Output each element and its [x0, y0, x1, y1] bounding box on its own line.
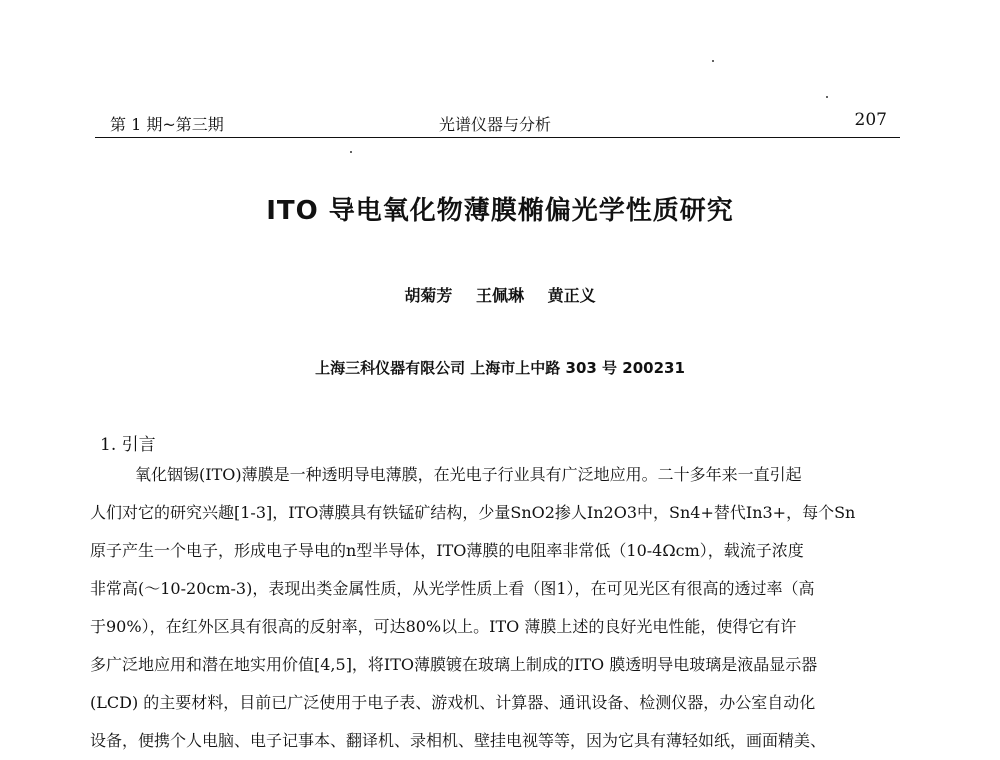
scan-speck — [712, 60, 714, 62]
running-header — [95, 110, 895, 134]
scan-speck — [350, 151, 352, 153]
author-list — [0, 283, 1000, 306]
paragraph-line: 氧化铟锡(ITO)薄膜是一种透明导电薄膜，在光电子行业具有广泛地应用。二十多年来一直引起 — [135, 465, 802, 484]
paragraph-line: 于90%），在红外区具有很高的反射率，可达80%以上。ITO 薄膜上述的良好光电性能，使得它有许 — [90, 617, 797, 636]
paragraph-line: (LCD) 的主要材料，目前已广泛使用于电子表、游戏机、计算器、通讯设备、检测仪器，办公室自动化 — [90, 693, 816, 712]
section-heading: 1. 引言 — [100, 435, 156, 455]
issue-label: 第 1 期~第三期 — [110, 115, 224, 134]
paragraph-line: 非常高(～10-20cm-3)，表现出类金属性质，从光学性质上看（图1），在可见光区有很高的透过率（高 — [90, 579, 815, 598]
page-number: 207 — [854, 110, 887, 130]
paper-title: ITO 导电氧化物薄膜椭偏光学性质研究 — [266, 196, 734, 226]
paragraph-line: 多广泛地应用和潜在地实用价值[4,5]，将ITO薄膜镀在玻璃上制成的ITO 膜透明导电玻璃是液晶显示器 — [90, 655, 818, 674]
affiliation: 上海三科仪器有限公司 上海市上中路 303 号 200231 — [315, 359, 685, 377]
author-name: 王佩琳 — [475, 286, 524, 305]
journal-name: 光谱仪器与分析 — [438, 115, 551, 134]
paragraph-line: 设备，便携个人电脑、电子记事本、翻译机、录相机、壁挂电视等等，因为它具有薄轻如纸，画面精美、 — [90, 731, 827, 750]
paragraph-line: 原子产生一个电子，形成电子导电的n型半导体，ITO薄膜的电阻率非常低（10-4Ωcm），载流子浓度 — [90, 541, 804, 560]
header-rule — [95, 137, 900, 138]
author-name: 黄正义 — [547, 286, 596, 305]
author-name: 胡菊芳 — [404, 286, 453, 305]
scan-speck — [826, 96, 828, 98]
paragraph-line: 人们对它的研究兴趣[1-3]，ITO薄膜具有铁锰矿结构，少量SnO2掺人In2O3中，Sn4+替代In3+，每个Sn — [90, 503, 856, 522]
